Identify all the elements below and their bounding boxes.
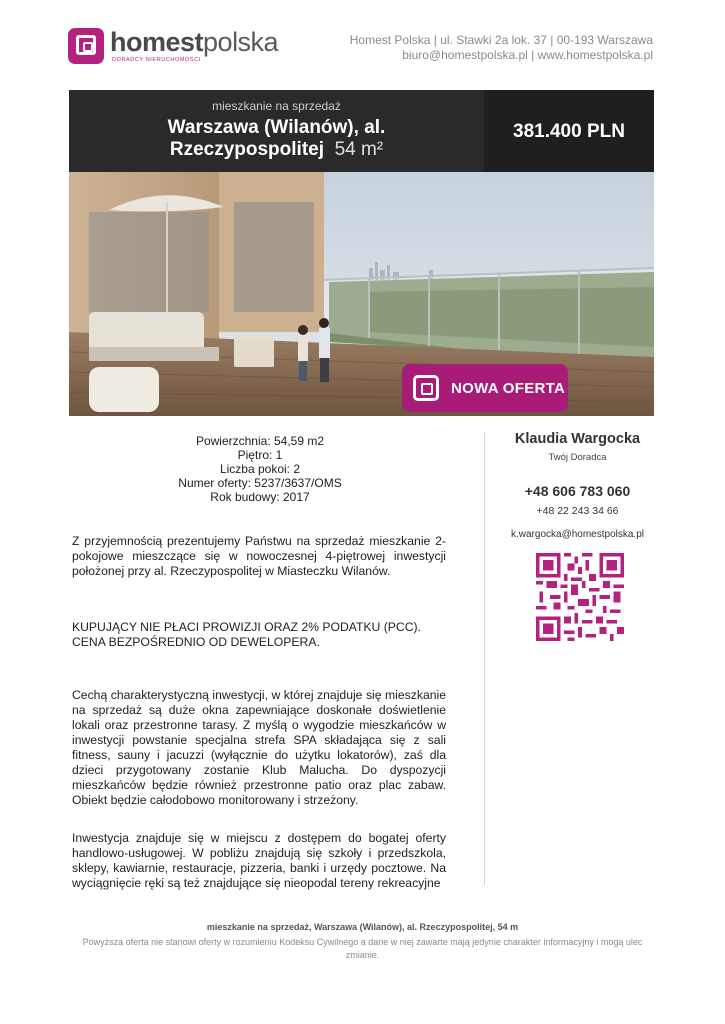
logo-wordmark: homestpolska (110, 26, 279, 57)
description-paragraph: Inwestycja znajduje się w miejscu z dostępem do bogatej oferty handlowo-usługowej. W pobliżu znajdują się szkoły i przedszkola, sklepy, kawiarnie, restauracje, pizzeria, banki i urzędy pocztowe. Na wyciągnięcie ręki są też znajdujące się nieopodal tereny rekreacyjne (72, 831, 446, 890)
listing-title-bar (69, 90, 654, 172)
company-web-email[interactable]: biuro@homestpolska.pl | www.homestpolska.pl (402, 48, 653, 62)
company-address: Homest Polska | ul. Stawki 2a lok. 37 | 00-193 Warszawa (349, 33, 653, 47)
description-paragraph: Cechą charakterystyczną inwestycji, w której znajduje się mieszkanie na sprzedaż są duże okna zapewniające doskonałe doświetlenie lokali oraz przestronne tarasy. Z myślą o wygodzie mieszkańców w inwestycji powstanie specjalna strefa SPA składająca się z sali fitness, sauny i jacuzzi (wyłącznie do użytku lokatorów), zaś dla dzieci przygotowany zostanie Klub Malucha. Do dyspozycji mieszkańców będzie również przestronne patio oraz plac zabaw. Obiekt będzie całodobowo monitorowany i strzeżony. (72, 688, 446, 807)
house-logo-icon (68, 28, 104, 64)
agent-name: Klaudia Wargocka (514, 431, 641, 447)
new-offer-badge (402, 364, 568, 412)
column-divider (484, 432, 485, 885)
description-paragraph: KUPUJĄCY NIE PŁACI PROWIZJI ORAZ 2% PODATKU (PCC). CENA BEZPOŚREDNIO OD DEWELOPERA. (72, 620, 421, 649)
agent-mobile-phone[interactable]: +48 606 783 060 (524, 483, 631, 499)
property-specs (150, 434, 370, 504)
spec-offer-number: Numer oferty: 5237/3637/OMS (178, 476, 342, 490)
company-contact (350, 33, 653, 63)
listing-price: 381.400 PLN (513, 121, 625, 142)
qr-code-icon[interactable] (536, 553, 624, 641)
footer-disclaimer: Powyższa oferta nie stanowi oferty w rozumieniu Kodeksu Cywilnego a dane w niej zawarte mają jedynie charakter informacyjny i mogą ulec zmianie. (82, 937, 643, 960)
listing-area: 54 m² (334, 139, 384, 160)
company-logo[interactable] (68, 28, 278, 64)
spec-build-year: Rok budowy: 2017 (210, 490, 310, 504)
listing-title: Warszawa (Wilanów), al. Rzeczypospolitej 54 m² (167, 117, 386, 160)
agent-landline-phone[interactable]: +48 22 243 34 66 (536, 505, 619, 517)
agent-email[interactable]: k.wargocka@homestpolska.pl (511, 529, 644, 540)
house-logo-icon (413, 375, 439, 401)
agent-role: Twój Doradca (548, 452, 607, 463)
description-paragraph: Z przyjemnością prezentujemy Państwu na sprzedaż mieszkanie 2-pokojowe mieszczące się w nowoczesnej 4-piętrowej inwestycji położonej przy al. Rzeczypospolitej w Miasteczku Wilanów. (72, 534, 446, 578)
listing-hero (69, 90, 654, 416)
new-offer-label: NOWA OFERTA (451, 379, 566, 397)
logo-tagline: DORADCY NIERUCHOMOŚCI (112, 56, 201, 63)
spec-rooms: Liczba pokoi: 2 (219, 462, 301, 476)
spec-area: Powierzchnia: 54,59 m2 (195, 434, 325, 448)
listing-type: mieszkanie na sprzedaż (212, 99, 341, 113)
spec-floor: Piętro: 1 (237, 448, 283, 462)
footer-listing-title: mieszkanie na sprzedaż, Warszawa (Wilanów), al. Rzeczypospolitej, 54 m (206, 922, 519, 932)
